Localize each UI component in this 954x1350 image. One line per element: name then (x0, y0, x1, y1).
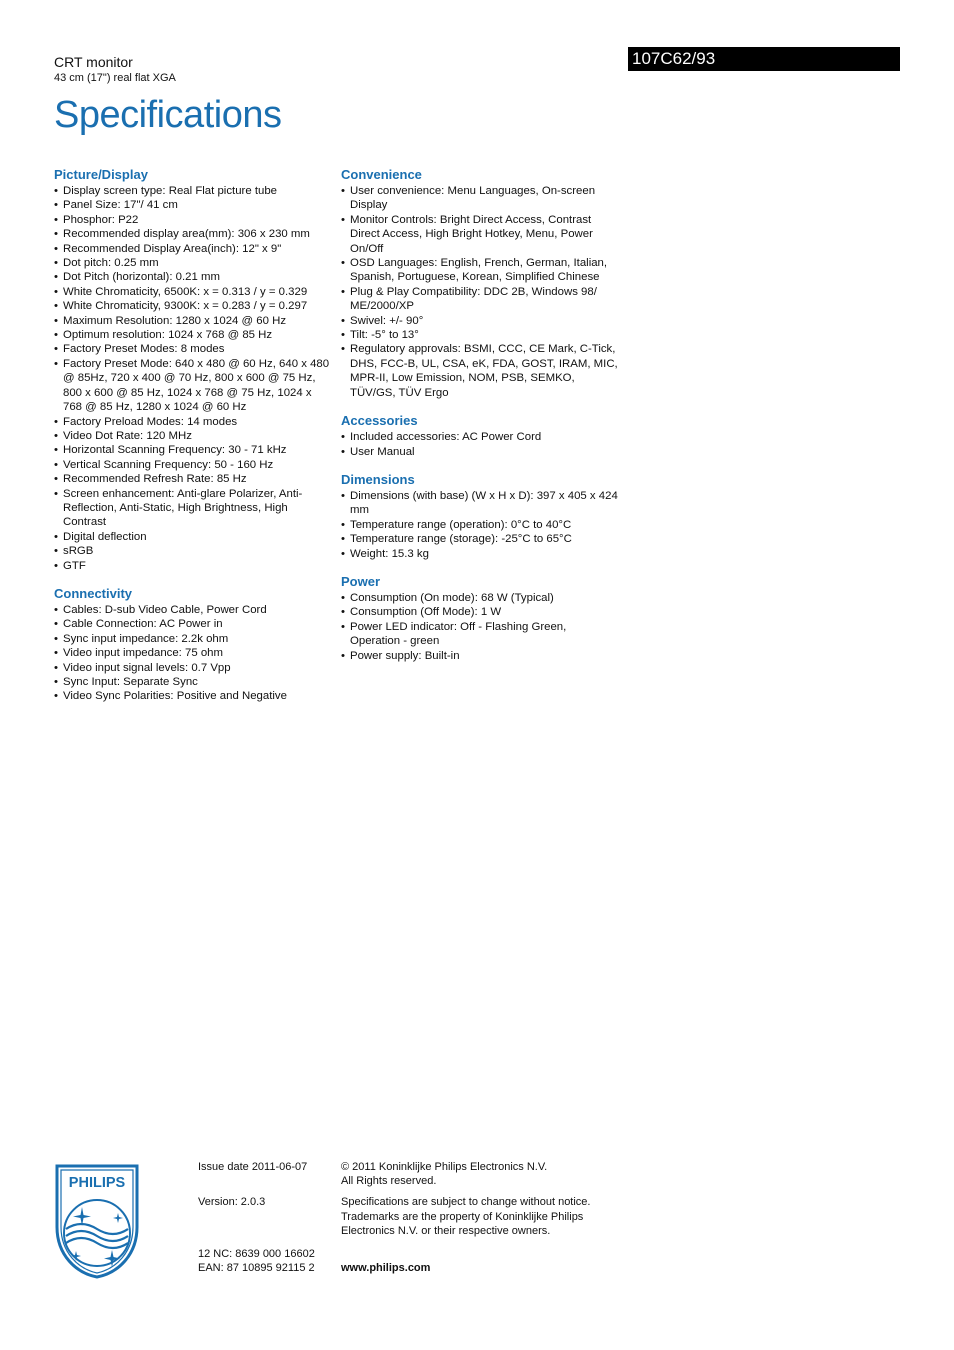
product-subtitle: 43 cm (17") real flat XGA (54, 72, 176, 84)
logo-wordmark: PHILIPS (68, 1175, 126, 1191)
spec-item: • Factory Preload Modes: 14 modes (54, 415, 332, 429)
spec-item: • Video Sync Polarities: Positive and Negative (54, 689, 332, 703)
spec-item: • Screen enhancement: Anti-glare Polarizer, Anti-Reflection, Anti-Static, High Brightness, High Contrast (54, 487, 332, 530)
model-number-bar: 107C62/93 (628, 47, 900, 71)
spec-list (341, 184, 619, 400)
spec-column-right (341, 167, 619, 676)
section-title: Accessories (341, 413, 418, 429)
spec-item: • Power LED indicator: Off - Flashing Green, Operation - green (341, 620, 619, 649)
spec-item: • Included accessories: AC Power Cord (341, 430, 619, 444)
spec-item: • User convenience: Menu Languages, On-screen Display (341, 184, 619, 213)
section-dimensions (341, 472, 619, 561)
spec-item: • Video input impedance: 75 ohm (54, 646, 332, 660)
spec-item: • Digital deflection (54, 530, 332, 544)
spec-item: • Vertical Scanning Frequency: 50 - 160 Hz (54, 458, 332, 472)
spec-item: • Temperature range (operation): 0°C to 40°C (341, 518, 619, 532)
spec-item: • Factory Preset Modes: 8 modes (54, 342, 332, 356)
copyright: © 2011 Koninklijke Philips Electronics N.V. (341, 1161, 548, 1173)
spec-item: • White Chromaticity, 6500K: x = 0.313 / y = 0.329 (54, 285, 332, 299)
spec-item: • Dimensions (with base) (W x H x D): 397 x 405 x 424 mm (341, 489, 619, 518)
section-title: Dimensions (341, 471, 415, 487)
section-picture-display (54, 167, 332, 573)
spec-item: • Cables: D-sub Video Cable, Power Cord (54, 603, 332, 617)
spec-item: • Optimum resolution: 1024 x 768 @ 85 Hz (54, 328, 332, 342)
spec-item: • Dot pitch: 0.25 mm (54, 256, 332, 270)
spec-item: • Recommended Display Area(inch): 12" x 9" (54, 242, 332, 256)
section-title: Connectivity (54, 585, 133, 601)
spec-item: • Swivel: +/- 90° (341, 314, 619, 328)
disclaimer: Specifications are subject to change without notice. Trademarks are the property of Koninklijke Philips Electronics N.V. or their respective owners. (341, 1196, 591, 1237)
spec-item: • Maximum Resolution: 1280 x 1024 @ 60 Hz (54, 314, 332, 328)
spec-item: • Factory Preset Mode: 640 x 480 @ 60 Hz, 640 x 480 @ 85Hz, 720 x 400 @ 70 Hz, 800 x 600 @ 75 Hz, 800 x 600 @ 85 Hz, 1024 x 768 @ 75 Hz, 1024 x 768 @ 85 Hz, 1280 x 1024 @ 60 Hz (54, 357, 332, 415)
ean-number: EAN: 87 10895 92115 2 (198, 1262, 315, 1274)
spec-item: • Consumption (Off Mode): 1 W (341, 605, 619, 619)
spec-item: • User Manual (341, 445, 619, 459)
spec-item: • Cable Connection: AC Power in (54, 617, 332, 631)
spec-item: • Sync Input: Separate Sync (54, 675, 332, 689)
spec-item: • GTF (54, 559, 332, 573)
philips-shield-icon (54, 1163, 140, 1279)
spec-list (54, 184, 332, 573)
spec-list (54, 603, 332, 704)
section-accessories (341, 413, 619, 459)
spec-item: • sRGB (54, 544, 332, 558)
version: Version: 2.0.3 (198, 1196, 266, 1208)
section-title: Picture/Display (54, 167, 148, 182)
spec-item: • Consumption (On mode): 68 W (Typical) (341, 591, 619, 605)
spec-item: • Weight: 15.3 kg (341, 547, 619, 561)
spec-list (341, 591, 619, 663)
product-name: CRT monitor (54, 54, 133, 70)
spec-item: • OSD Languages: English, French, German, Italian, Spanish, Portuguese, Korean, Simplified Chinese (341, 256, 619, 285)
spec-item: • Power supply: Built-in (341, 649, 619, 663)
section-convenience (341, 167, 619, 400)
rights-reserved: All Rights reserved. (341, 1175, 437, 1187)
spec-item: • Video input signal levels: 0.7 Vpp (54, 661, 332, 675)
spec-column-left (54, 167, 332, 717)
nc-number: 12 NC: 8639 000 16602 (198, 1248, 315, 1260)
spec-item: • Display screen type: Real Flat picture tube (54, 184, 332, 198)
website-link[interactable]: www.philips.com (341, 1262, 431, 1274)
spec-item: • Sync input impedance: 2.2k ohm (54, 632, 332, 646)
spec-item: • White Chromaticity, 9300K: x = 0.283 / y = 0.297 (54, 299, 332, 313)
spec-item: • Recommended Refresh Rate: 85 Hz (54, 472, 332, 486)
spec-item: • Recommended display area(mm): 306 x 230 mm (54, 227, 332, 241)
spec-item: • Regulatory approvals: BSMI, CCC, CE Mark, C-Tick, DHS, FCC-B, UL, CSA, eK, FDA, GOST, IRAM, MIC, MPR-II, Low Emission, NOM, PSB, SEMKO, TÜV/GS, TÜV Ergo (341, 342, 619, 400)
spec-item: • Horizontal Scanning Frequency: 30 - 71 kHz (54, 443, 332, 457)
spec-item: • Plug & Play Compatibility: DDC 2B, Windows 98/ ME/2000/XP (341, 285, 619, 314)
spec-item: • Temperature range (storage): -25°C to 65°C (341, 532, 619, 546)
issue-date: Issue date 2011-06-07 (198, 1161, 308, 1173)
spec-list (341, 430, 619, 459)
page-title: Specifications (54, 94, 282, 136)
section-connectivity (54, 586, 332, 704)
section-title: Power (341, 573, 381, 589)
spec-list (341, 489, 619, 561)
section-title: Convenience (341, 167, 422, 182)
spec-item: • Dot Pitch (horizontal): 0.21 mm (54, 270, 332, 284)
spec-item: • Panel Size: 17"/ 41 cm (54, 198, 332, 212)
section-power (341, 574, 619, 663)
spec-item: • Monitor Controls: Bright Direct Access, Contrast Direct Access, High Bright Hotkey, Menu, Power On/Off (341, 213, 619, 256)
spec-item: • Tilt: -5° to 13° (341, 328, 619, 342)
spec-item: • Video Dot Rate: 120 MHz (54, 429, 332, 443)
spec-item: • Phosphor: P22 (54, 213, 332, 227)
